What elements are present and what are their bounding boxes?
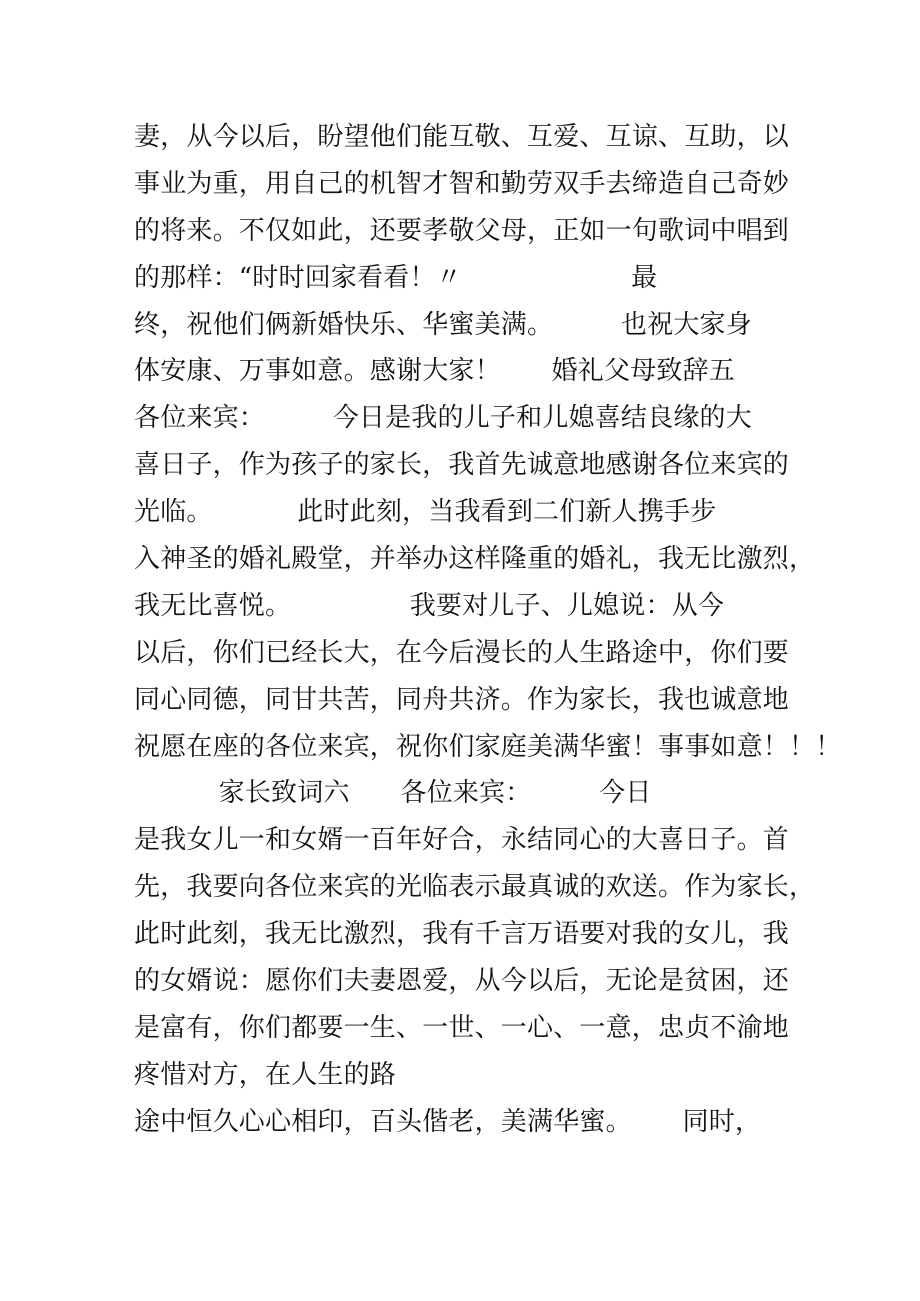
text-line: 的将来。不仅如此，还要孝敬父母，正如一句歌词中唱到 xyxy=(134,215,790,246)
text-line: 家长致词六 各位来宾： 今日 xyxy=(134,778,652,809)
text-line: 的女婿说：愿你们夫妻恩爱，从今以后，无论是贫困，还 xyxy=(134,966,790,997)
body-text xyxy=(134,114,842,1146)
text-line: 入神圣的婚礼殿堂，并举办这样隆重的婚礼，我无比激烈， xyxy=(134,544,816,575)
text-line: 同心同德，同甘共苦，同舟共济。作为家长，我也诚意地 xyxy=(134,684,790,715)
text-line: 先，我要向各位来宾的光临表示最真诚的欢送。作为家长， xyxy=(134,872,816,903)
text-line: 我无比喜悦。 我要对儿子、儿媳说：从今 xyxy=(134,590,725,621)
text-line: 祝愿在座的各位来宾，祝你们家庭美满华蜜！事事如意！！！ xyxy=(134,731,842,762)
text-line: 终，祝他们俩新婚快乐、华蜜美满。 也祝大家身 xyxy=(134,309,752,340)
text-line: 各位来宾： 今日是我的儿子和儿媳喜结良缘的大 xyxy=(134,403,752,434)
text-line: 是我女儿一和女婿一百年好合，永结同心的大喜日子。首 xyxy=(134,825,790,856)
text-line: 此时此刻，我无比激烈，我有千言万语要对我的女儿，我 xyxy=(134,919,790,950)
text-line: 是富有，你们都要一生、一世、一心、一意，忠贞不渝地 xyxy=(134,1012,790,1043)
text-line: 喜日子，作为孩子的家长，我首先诚意地感谢各位来宾的 xyxy=(134,450,790,481)
text-line: 光临。 此时此刻，当我看到二们新人携手步 xyxy=(134,497,717,528)
text-line: 以后，你们已经长大，在今后漫长的人生路途中，你们要 xyxy=(134,637,790,668)
text-line: 妻，从今以后，盼望他们能互敬、互爱、互谅、互助，以 xyxy=(134,122,790,152)
text-line: 体安康、万事如意。感谢大家！ 婚礼父母致辞五 xyxy=(134,356,735,387)
text-line: 疼惜对方，在人生的路 xyxy=(134,1059,397,1090)
text-line: 的那样：“时时回家看看！〃 最 xyxy=(134,262,658,293)
text-line: 途中恒久心心相印，百头偕老，美满华蜜。 同时， xyxy=(134,1106,762,1137)
text-line: 事业为重，用自己的机智才智和勤劳双手去缔造自己奇妙 xyxy=(134,168,790,199)
